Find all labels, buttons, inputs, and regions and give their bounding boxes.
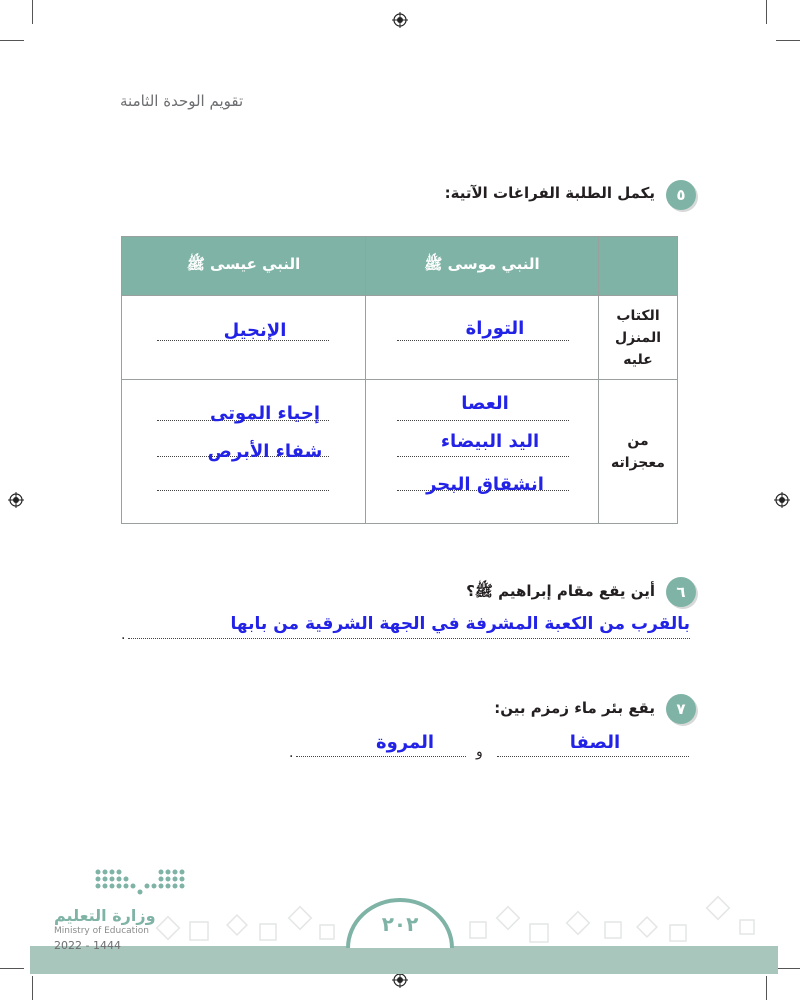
question-7-number: ٧ bbox=[666, 694, 696, 724]
table-corner-cell bbox=[599, 237, 678, 296]
connector-waw: و bbox=[476, 744, 483, 760]
column-header-musa: النبي موسى ﷺ bbox=[366, 237, 599, 296]
row-header-book bbox=[599, 296, 678, 380]
registration-mark-icon bbox=[774, 492, 790, 508]
registration-mark-icon bbox=[392, 972, 408, 988]
ministry-logo-icon bbox=[92, 866, 188, 900]
crop-mark bbox=[0, 968, 24, 969]
crop-mark bbox=[776, 968, 800, 969]
crop-mark bbox=[766, 976, 767, 1000]
crop-mark bbox=[776, 40, 800, 41]
answer-musa-book: التوراة bbox=[465, 318, 525, 339]
edition-year: 2022 - 1444 bbox=[54, 939, 121, 952]
question-7-answer-2: المروة bbox=[375, 732, 434, 753]
question-6-number: ٦ bbox=[666, 577, 696, 607]
crop-mark bbox=[32, 0, 33, 24]
answer-musa-miracle-3: انشقاق البحر bbox=[426, 474, 544, 495]
blank-line bbox=[157, 490, 329, 491]
answer-isa-book: الإنجيل bbox=[223, 320, 287, 341]
registration-mark-icon bbox=[8, 492, 24, 508]
blank-line bbox=[296, 756, 466, 757]
blank-line bbox=[397, 456, 569, 457]
row-header-miracles-label: من معجزاته bbox=[611, 432, 665, 471]
ministry-name-english: Ministry of Education bbox=[54, 926, 149, 936]
answer-isa-miracle-1: إحياء الموتى bbox=[210, 403, 320, 424]
question-6-answer: بالقرب من الكعبة المشرفة في الجهة الشرقية من بابها bbox=[230, 614, 690, 634]
question-7-answer-1: الصفا bbox=[569, 732, 621, 753]
question-6-text: أين يقع مقام إبراهيم ﷺ؟ bbox=[466, 582, 655, 600]
page-number: ٢٠٢ bbox=[381, 912, 419, 936]
registration-mark-icon bbox=[392, 12, 408, 28]
crop-mark bbox=[32, 976, 33, 1000]
answer-musa-miracle-2: اليد البيضاء bbox=[440, 431, 540, 452]
crop-mark bbox=[0, 40, 24, 41]
answer-period: . bbox=[289, 745, 294, 761]
row-header-book-label: الكتاب المنزل عليه bbox=[614, 307, 661, 368]
ministry-name-arabic: وزارة التعليم bbox=[54, 906, 156, 925]
row-header-miracles bbox=[599, 380, 678, 524]
question-5-text: يكمل الطلبة الفراغات الآتية: bbox=[444, 184, 655, 202]
column-header-isa: النبي عيسى ﷺ bbox=[122, 237, 366, 296]
question-7-text: يقع بئر ماء زمزم بين: bbox=[494, 699, 655, 717]
answer-period: . bbox=[121, 627, 126, 643]
blank-line bbox=[397, 420, 569, 421]
unit-review-title: تقويم الوحدة الثامنة bbox=[120, 92, 244, 110]
answer-line bbox=[128, 638, 690, 639]
answer-isa-miracle-2: شفاء الأبرص bbox=[207, 441, 323, 462]
answer-musa-miracle-1: العصا bbox=[461, 393, 509, 414]
footer-band bbox=[30, 946, 778, 974]
blank-line bbox=[497, 756, 689, 757]
blank-line bbox=[397, 340, 569, 341]
crop-mark bbox=[766, 0, 767, 24]
question-5-number: ٥ bbox=[666, 180, 696, 210]
